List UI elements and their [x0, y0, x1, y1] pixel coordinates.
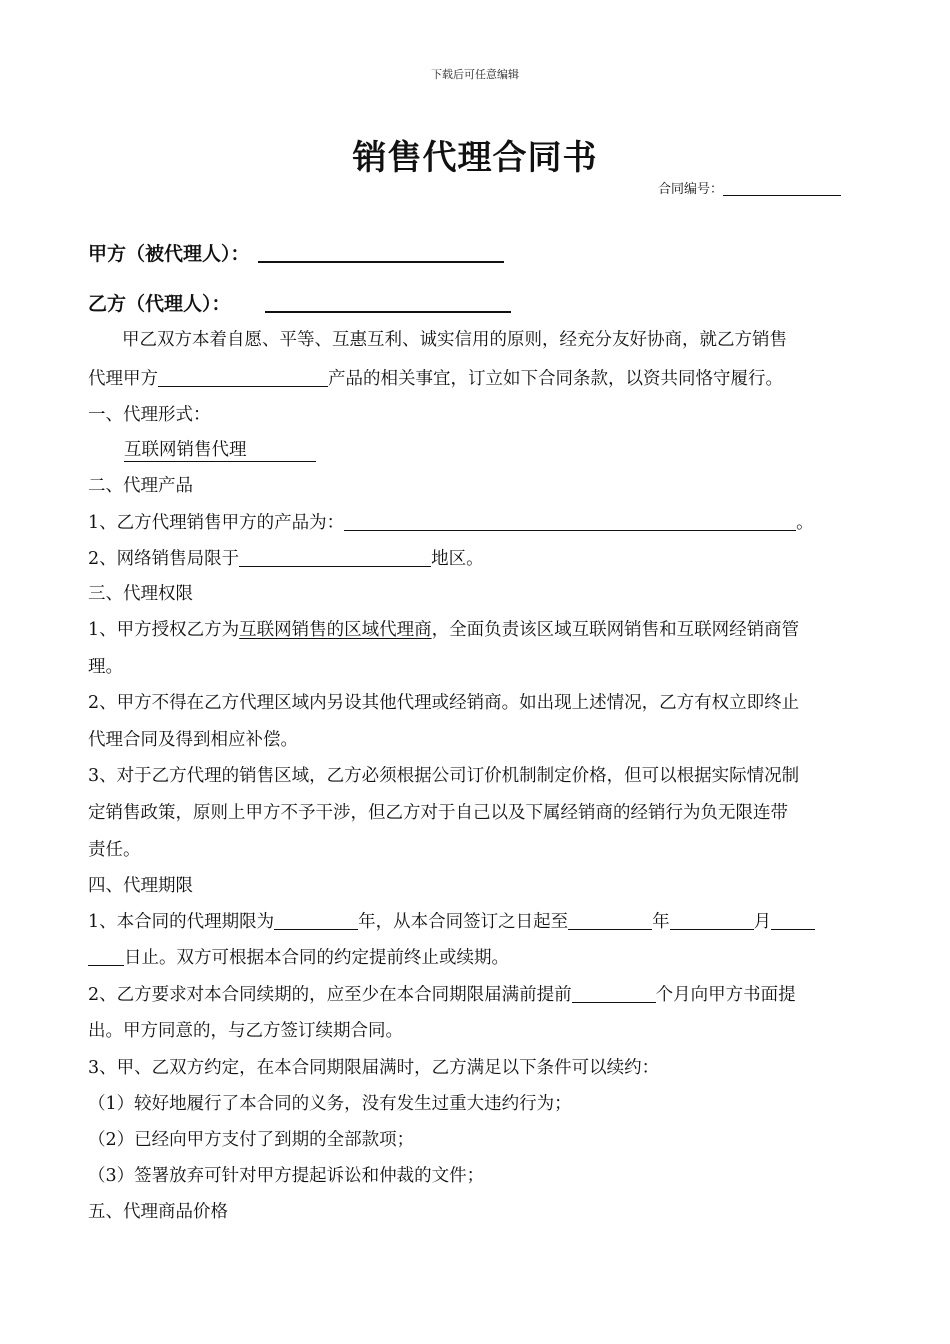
download-note: 下载后可任意编辑	[431, 68, 519, 81]
party-b-label: 乙方（代理人）：	[88, 293, 231, 315]
end-day-blank-a[interactable]	[771, 912, 815, 931]
section-2-heading: 二、代理产品	[88, 476, 193, 496]
end-month-blank[interactable]	[670, 912, 754, 931]
item-text: 个月向甲方书面提	[655, 985, 796, 1005]
item-text: 地区。	[431, 549, 484, 569]
agency-form-value	[124, 436, 316, 462]
contract-title: 销售代理合同书	[352, 138, 598, 178]
months-blank[interactable]	[572, 985, 656, 1004]
intro-line-1: 甲乙双方本着自愿、平等、互惠互利、诚实信用的原则，经充分友好协商，就乙方销售	[122, 330, 787, 350]
contract-number-blank[interactable]	[723, 182, 841, 196]
item-text: 1、本合同的代理期限为	[88, 912, 275, 932]
section-4-item-1	[88, 908, 815, 933]
years-blank[interactable]	[274, 912, 358, 931]
party-a	[88, 239, 504, 266]
section-3-item-1	[88, 616, 799, 641]
item-text: 日止。双方可根据本合同的约定提前终止或续期。	[124, 948, 509, 968]
item-text: 1、甲方授权乙方为	[88, 620, 240, 640]
section-3-item-3-cont-1: 定销售政策，原则上甲方不予干涉，但乙方对于自己以及下属经销商的经销行为负无限连带	[88, 803, 788, 823]
section-3-heading: 三、代理权限	[88, 584, 193, 604]
item-text: ，全面负责该区域互联网销售和互联网经销商管	[431, 620, 800, 640]
party-b-blank[interactable]	[265, 292, 511, 313]
intro-text: 代理甲方	[88, 369, 158, 389]
item-text: 1、乙方代理销售甲方的产品为：	[88, 513, 345, 533]
party-b	[88, 289, 511, 316]
section-3-item-2-cont: 代理合同及得到相应补偿。	[88, 730, 298, 750]
section-2-item-1	[88, 509, 814, 534]
section-2-item-2	[88, 545, 484, 570]
renewal-condition-3: （3）签署放弃可针对甲方提起诉讼和仲裁的文件；	[88, 1166, 485, 1186]
item-text: 2、乙方要求对本合同续期的，应至少在本合同期限届满前提前	[88, 985, 572, 1005]
item-text: 月	[753, 912, 772, 932]
section-5-heading: 五、代理商品价格	[88, 1202, 228, 1222]
underlined-agent-role: 互联网销售的区域代理商	[239, 620, 432, 640]
section-1-heading: 一、代理形式：	[88, 405, 211, 425]
renewal-condition-1: （1）较好地履行了本合同的义务，没有发生过重大违约行为；	[88, 1094, 572, 1114]
section-4-item-1-cont	[88, 944, 509, 969]
section-3-item-2: 2、甲方不得在乙方代理区域内另设其他代理或经销商。如出现上述情况，乙方有权立即终止	[88, 693, 800, 713]
section-3-item-3: 3、对于乙方代理的销售区域，乙方必须根据公司订价机制制定价格，但可以根据实际情况制	[88, 766, 800, 786]
end-year-blank[interactable]	[568, 912, 652, 931]
intro-text: 产品的相关事宜，订立如下合同条款，以资共同恪守履行。	[328, 369, 783, 389]
agency-form-text: 互联网销售代理	[124, 436, 316, 462]
region-blank[interactable]	[239, 549, 431, 568]
item-text: 。	[796, 513, 814, 533]
section-3-item-1-cont: 理。	[88, 657, 123, 677]
contract-number	[658, 178, 841, 197]
party-a-blank[interactable]	[258, 242, 504, 263]
item-text: 年，从本合同签订之日起至	[358, 912, 569, 932]
item-text: 年	[652, 912, 670, 932]
section-4-item-2	[88, 981, 796, 1006]
product-name-blank[interactable]	[158, 369, 328, 388]
section-4-item-3: 3、甲、乙双方约定，在本合同期限届满时，乙方满足以下条件可以续约：	[88, 1058, 660, 1078]
party-a-label: 甲方（被代理人）：	[88, 243, 250, 265]
renewal-condition-2: （2）已经向甲方支付了到期的全部款项；	[88, 1130, 415, 1150]
section-3-item-3-cont-2: 责任。	[88, 840, 141, 860]
products-blank[interactable]	[344, 513, 796, 532]
contract-number-label: 合同编号：	[658, 182, 724, 197]
section-4-item-2-cont: 出。甲方同意的，与乙方签订续期合同。	[88, 1021, 403, 1041]
item-text: 2、网络销售局限于	[88, 549, 240, 569]
end-day-blank-b[interactable]	[88, 948, 124, 967]
section-4-heading: 四、代理期限	[88, 876, 193, 896]
intro-line-2	[88, 365, 783, 390]
